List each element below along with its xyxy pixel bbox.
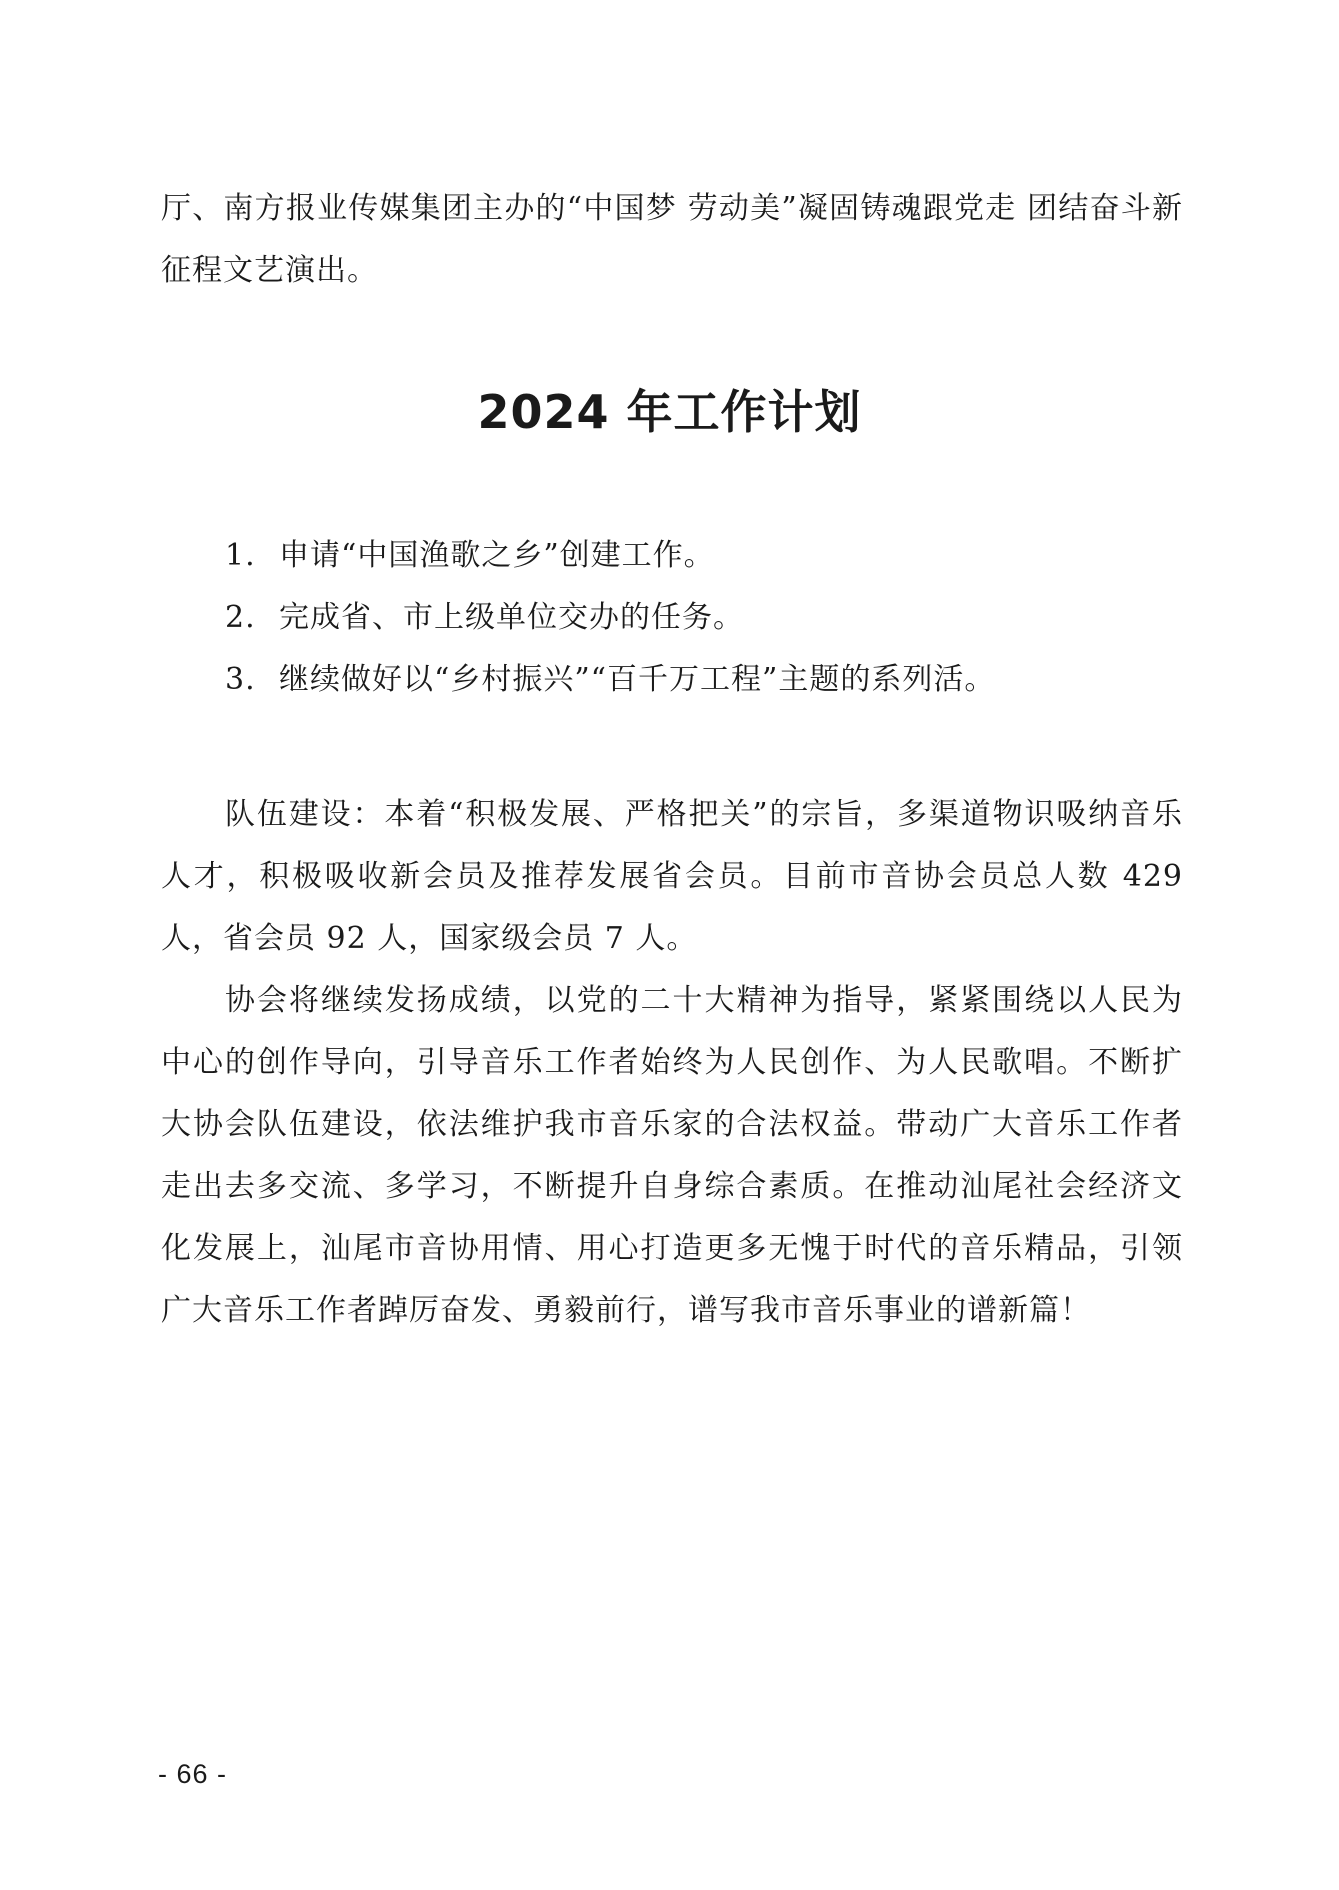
list-item-text: 申请“中国渔歌之乡”创建工作。	[279, 538, 715, 573]
list-item-number: 2.	[225, 600, 256, 635]
section-heading: 2024 年工作计划	[477, 385, 862, 439]
continued-paragraph: 厅、南方报业传媒集团主办的“中国梦 劳动美”凝固铸魂跟党走 团结奋斗新征程文艺演出。	[161, 191, 1183, 288]
list-item-number: 1.	[225, 538, 256, 573]
team-building-paragraph: 队伍建设：本着“积极发展、严格把关”的宗旨，多渠道物识吸纳音乐人才，积极吸收新会员及推荐发展省会员。目前市音协会员总人数 429 人，省会员 92 人，国家级会员 7 人。	[161, 797, 1183, 956]
continued-text-block	[161, 178, 1183, 302]
list-item	[225, 525, 1165, 587]
list-item-number: 3.	[225, 662, 256, 697]
list-item-text: 完成省、市上级单位交办的任务。	[279, 600, 744, 635]
work-plan-list	[225, 525, 1165, 711]
body-text-block	[161, 784, 1183, 1342]
page-number: - 66 -	[158, 1759, 228, 1789]
association-outlook-paragraph: 协会将继续发扬成绩，以党的二十大精神为指导，紧紧围绕以人民为中心的创作导向，引导音乐工作者始终为人民创作、为人民歌唱。不断扩大协会队伍建设，依法维护我市音乐家的合法权益。带动广大音乐工作者走出去多交流、多学习，不断提升自身综合素质。在推动汕尾社会经济文化发展上，汕尾市音协用情、用心打造更多无愧于时代的音乐精品，引领广大音乐工作者踔厉奋发、勇毅前行，谱写我市音乐事业的谱新篇！	[161, 983, 1183, 1328]
list-item	[225, 649, 1165, 711]
list-item-text: 继续做好以“乡村振兴”“百千万工程”主题的系列活。	[279, 662, 996, 697]
list-item	[225, 587, 1165, 649]
